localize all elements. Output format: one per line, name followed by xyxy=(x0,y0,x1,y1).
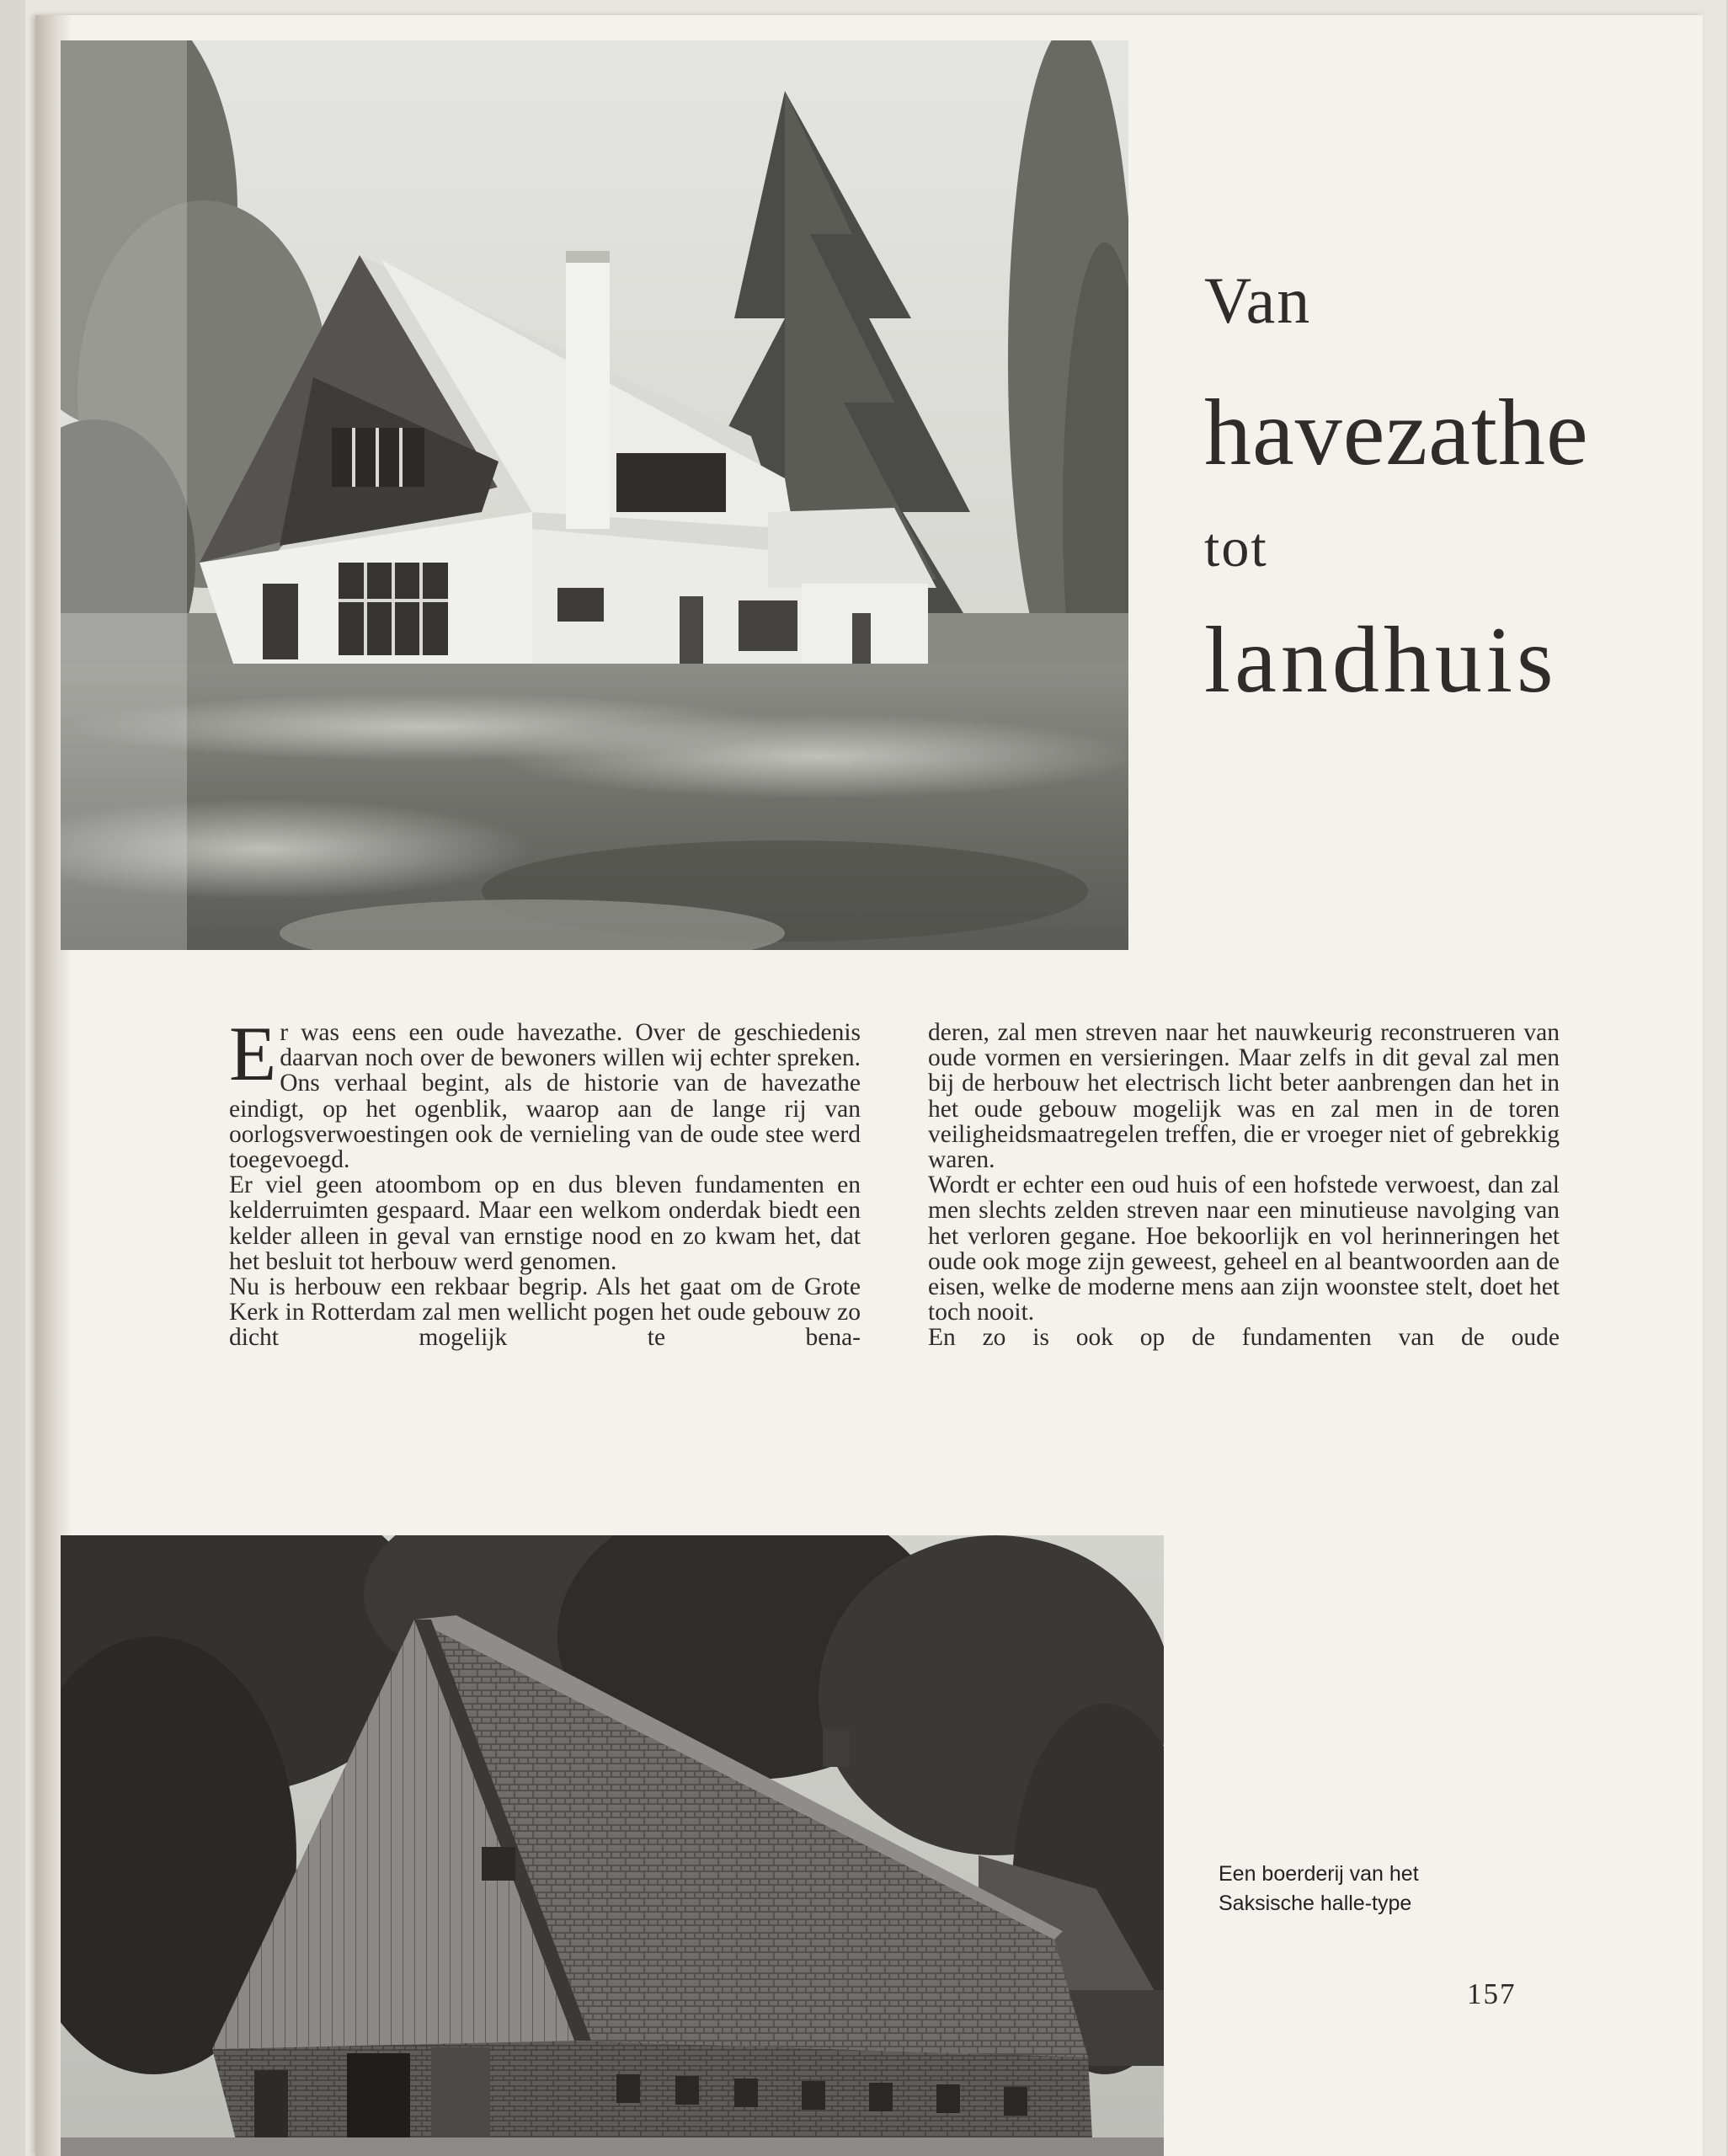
paragraph-text: r was eens een oude havezathe. Over de geschiedenis daarvan noch over de bewoners willen wij echter spreken. Ons verhaal begint, als de historie van de havezathe eindigt, op het ogenblik, waarop aan de lange rij van oorlogsverwoestingen ook de vernieling van de oude stee werd toegevoegd. xyxy=(229,1019,861,1174)
paragraph: En zo is ook op de fundamenten van de oude xyxy=(928,1324,1560,1352)
article-column-left xyxy=(229,1011,861,1352)
photo-landhuis xyxy=(61,40,1128,950)
article-column-right xyxy=(928,1020,1560,1351)
drop-cap: E xyxy=(229,1011,277,1097)
photo-landhuis-illustration xyxy=(61,40,1128,950)
title-word-tot: tot xyxy=(1204,517,1268,579)
paragraph: Nu is herbouw een rekbaar begrip. Als het gaat om de Grote Kerk in Rotterdam zal men wellicht pogen het oude gebouw zo dicht mogelijk te bena- xyxy=(229,1273,861,1352)
title-word-havezathe: havezathe xyxy=(1204,381,1589,485)
page-number: 157 xyxy=(1467,1977,1517,2010)
photo-caption xyxy=(1219,1860,1572,1919)
article-body xyxy=(229,1011,1571,1508)
caption-line: Een boerderij van het xyxy=(1219,1862,1419,1886)
caption-line: Saksische halle-type xyxy=(1219,1892,1412,1915)
title-word-van: Van xyxy=(1204,264,1312,337)
paragraph xyxy=(229,1011,861,1174)
paragraph: Wordt er echter een oud huis of een hofstede verwoest, dan zal men slechts zelden streven naar een minutieuse navolging van het verloren gegane. Hoe bekoorlijk en vol herinneringen het oude ook moge zijn geweest, geheel en al beantwoorden aan de eisen, welke de moderne mens aan zijn woonstee stelt, doet het toch nooit. xyxy=(928,1171,1560,1326)
title-word-landhuis: landhuis xyxy=(1204,608,1558,712)
paragraph: deren, zal men streven naar het nauwkeurig reconstrueren van oude vormen en versieringen. Maar zelfs in dit geval zal men bij de herbouw het electrisch licht beter aanbrengen dan het in het oude gebouw mogelijk was en zal men in de toren veiligheidsmaatregelen treffen, die er vroeger niet of gebrekkig waren. xyxy=(928,1019,1560,1174)
magazine-page xyxy=(35,15,1703,2156)
photo-boerderij xyxy=(61,1535,1164,2156)
paragraph: Er viel geen atoombom op en dus bleven fundamenten en kelderruimten gespaard. Maar een welkom onderdak biedt een kelder alleen in geval van ernstige nood en zo kwam het, dat het besluit tot herbouw werd genomen. xyxy=(229,1171,861,1275)
photo-boerderij-illustration xyxy=(61,1535,1164,2156)
